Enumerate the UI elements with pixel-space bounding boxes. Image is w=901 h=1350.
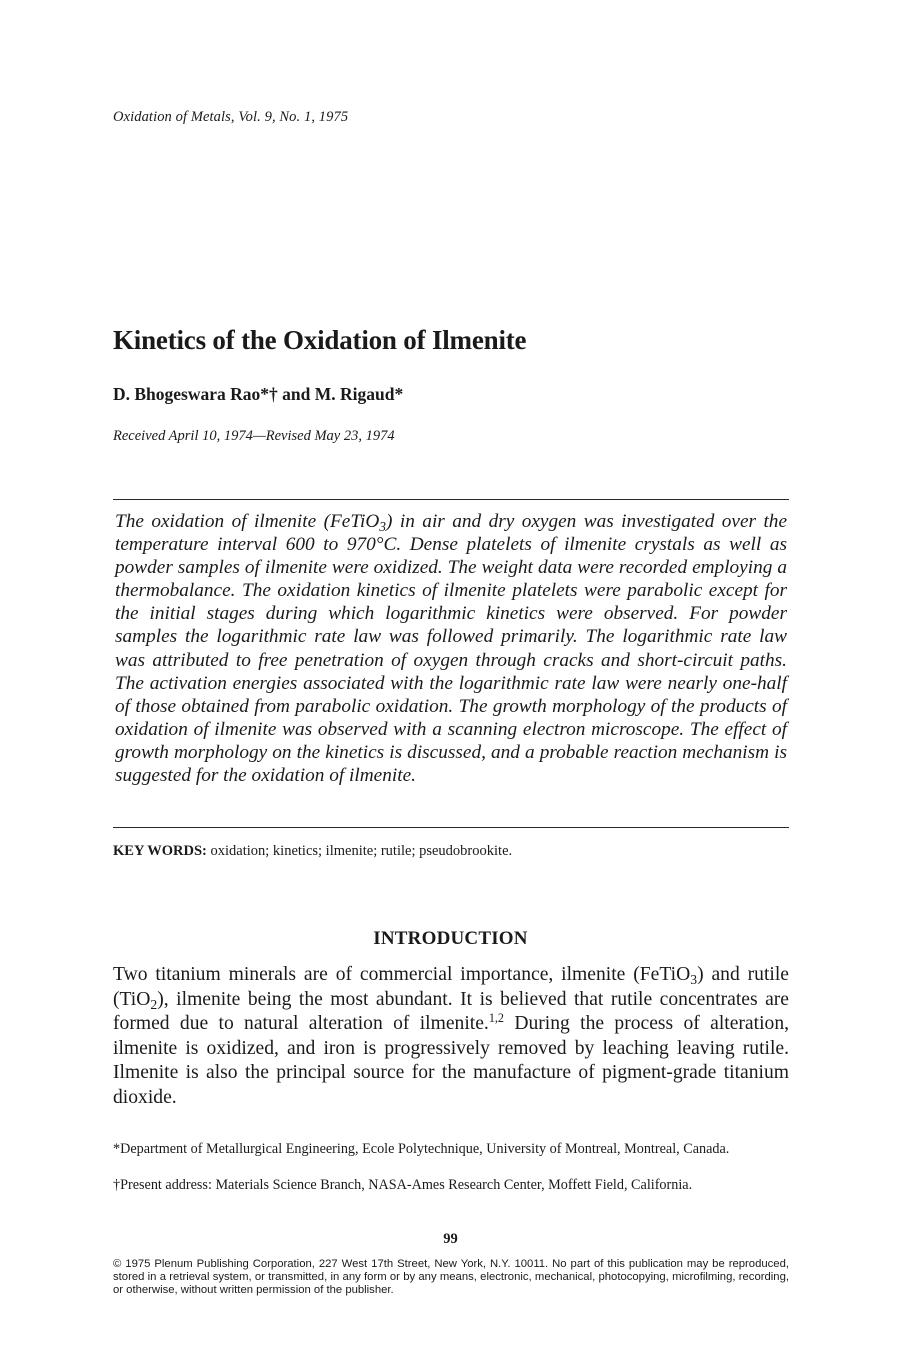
intro-text-2: ) and rutile (TiO — [113, 964, 789, 1010]
footnote-present-address: †Present address: Materials Science Branch, NASA-Ames Research Center, Moffett Field, California. — [113, 1177, 693, 1193]
keywords — [113, 843, 512, 860]
abstract-top-rule — [113, 499, 789, 500]
intro-text-4: During the process of alteration, ilmenite is oxidized, and iron is progressively removed by leaching leaving rutile. Ilmenite is also the principal source for the manufacture of pigment-grade titanium dioxide. — [113, 1013, 790, 1108]
intro-subscript-1: 3 — [690, 972, 698, 987]
abstract-text-2: ) in air and dry oxygen was investigated over the temperature interval 600 to 970°C. Dense platelets of ilmenite crystals as well as powder samples of ilmenite were oxidized. The weight data were recorded employing a thermobalance. The oxidation kinetics of ilmenite platelets were parabolic except for the initial stages during which logarithmic kinetics were observed. For powder samples the logarithmic rate law was followed primarily. The logarithmic rate law was attributed to free penetration of oxygen through cracks and short-circuit paths. The activation energies associated with the logarithmic rate law were nearly one-half of those obtained from parabolic oxidation. The growth morphology of the products of oxidation of ilmenite was observed with a scanning electron microscope. The effect of growth morphology on the kinetics is discussed, and a probable reaction mechanism is suggested for the oxidation of ilmenite. — [115, 511, 788, 787]
intro-text-3: ), ilmenite being the most abundant. It is believed that rutile concentrates are formed due to natural alteration of ilmenite. — [113, 988, 789, 1035]
introduction-paragraph — [113, 963, 789, 1111]
abstract-subscript: 3 — [379, 519, 387, 534]
intro-subscript-2: 2 — [150, 996, 158, 1012]
keywords-label: KEY WORDS: — [113, 843, 207, 859]
author-list: D. Bhogeswara Rao*† and M. Rigaud* — [113, 384, 404, 404]
page-number: 99 — [443, 1231, 458, 1247]
keywords-text: oxidation; kinetics; ilmenite; rutile; pseudobrookite. — [206, 843, 513, 859]
intro-citation-superscript: 1,2 — [488, 1011, 505, 1026]
journal-citation: Oxidation of Metals, Vol. 9, No. 1, 1975 — [113, 109, 349, 125]
abstract — [115, 510, 787, 787]
copyright-notice: © 1975 Plenum Publishing Corporation, 227 West 17th Street, New York, N.Y. 10011. No part of this publication may be reproduced, stored in a retrieval system, or transmitted, in any form or by any means, electronic, mechanical, photocopying, microfilming, recording, or otherwise, without written permission of the publisher. — [113, 1258, 789, 1297]
footnote-affiliation: *Department of Metallurgical Engineering, Ecole Polytechnique, University of Montreal, Montreal, Canada. — [113, 1141, 730, 1157]
abstract-bottom-rule — [113, 827, 789, 828]
abstract-text-1: The oxidation of ilmenite (FeTiO — [115, 511, 380, 532]
section-heading-introduction: INTRODUCTION — [373, 928, 528, 949]
intro-text-1: Two titanium minerals are of commercial importance, ilmenite (FeTiO — [113, 964, 691, 985]
article-title: Kinetics of the Oxidation of Ilmenite — [113, 325, 527, 355]
received-dates: Received April 10, 1974—Revised May 23, 1974 — [113, 428, 395, 444]
